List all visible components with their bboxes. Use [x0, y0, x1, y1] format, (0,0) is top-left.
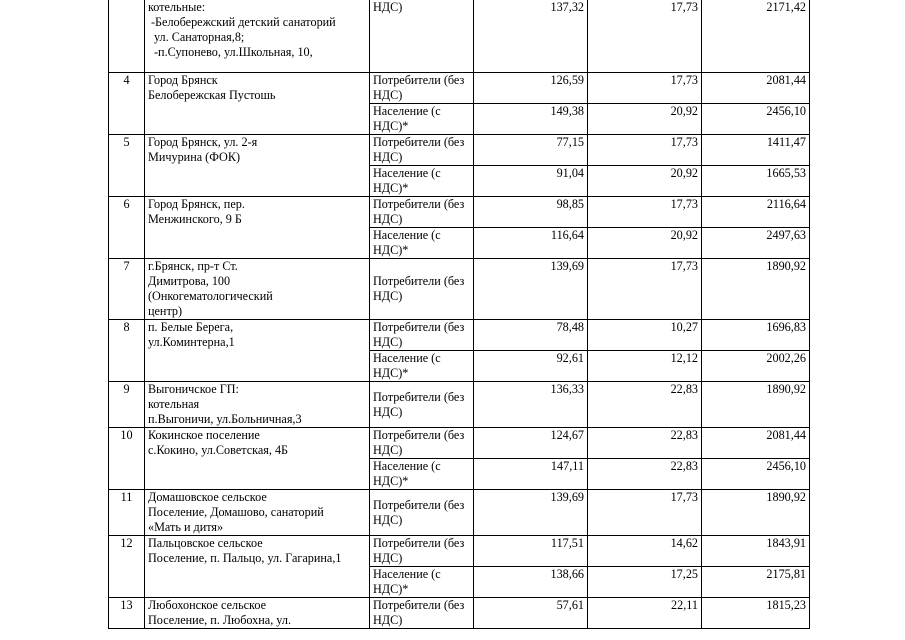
address-line: Поселение, п. Пальцо, ул. Гагарина,1	[148, 551, 342, 565]
table-row	[109, 490, 810, 536]
table-row	[109, 197, 810, 228]
row-number-cell: 9	[109, 382, 145, 428]
rate-value-cell: 17,73	[588, 490, 702, 536]
address-line: Поселение, Домашово, санаторий	[148, 505, 324, 519]
total-value-cell: 1890,92	[702, 490, 810, 536]
rate-value-cell: 20,92	[588, 228, 702, 259]
total-value-cell: 1843,91	[702, 536, 810, 567]
address-line: Мичурина (ФОК)	[148, 150, 241, 164]
row-number-cell: 13	[109, 598, 145, 629]
total-value-cell: 1696,83	[702, 320, 810, 351]
consumer-category-cell: Потребители (без НДС)	[370, 536, 474, 567]
table-row	[109, 320, 810, 351]
row-number-cell: 7	[109, 259, 145, 320]
consumer-category-cell: Потребители (без НДС)	[370, 320, 474, 351]
tariff-value-cell: 126,59	[474, 73, 588, 104]
rate-value-cell: 10,27	[588, 320, 702, 351]
total-value-cell: 2081,44	[702, 73, 810, 104]
address-line: Выгоничское ГП:	[148, 382, 239, 396]
row-number-cell: 10	[109, 428, 145, 490]
address-line: с.Кокино, ул.Советская, 4Б	[148, 443, 289, 457]
tariff-value-cell: 98,85	[474, 197, 588, 228]
address-line: Пальцовское сельское	[148, 536, 263, 550]
address-line: ул.Коминтерна,1	[148, 335, 235, 349]
rate-value-cell: 17,73	[588, 259, 702, 320]
address-cell	[145, 598, 370, 629]
address-cell	[145, 73, 370, 135]
row-number-cell: 6	[109, 197, 145, 259]
total-value-cell: 2175,81	[702, 567, 810, 598]
address-line: котельная	[148, 397, 200, 411]
consumer-category-cell: Население (с НДС)*	[370, 166, 474, 197]
address-line: -Белобережский детский санаторий	[151, 15, 336, 29]
consumer-category-cell: Потребители (без НДС)	[370, 135, 474, 166]
address-cell	[145, 490, 370, 536]
consumer-category-cell: Потребители (без НДС)	[370, 73, 474, 104]
table-row	[109, 0, 810, 73]
rate-value-cell: 20,92	[588, 166, 702, 197]
table-row	[109, 536, 810, 567]
address-cell	[145, 320, 370, 382]
row-number-cell: 8	[109, 320, 145, 382]
total-value-cell: 2456,10	[702, 459, 810, 490]
rate-value-cell: 17,25	[588, 567, 702, 598]
total-value-cell: 2002,26	[702, 351, 810, 382]
rate-value-cell: 22,11	[588, 598, 702, 629]
rate-value-cell: 17,73	[588, 0, 702, 73]
address-line: Менжинского, 9 Б	[148, 212, 242, 226]
address-cell	[145, 259, 370, 320]
table-row	[109, 135, 810, 166]
address-cell	[145, 0, 370, 73]
address-line: -п.Супонево, ул.Школьная, 10,	[154, 45, 313, 59]
total-value-cell: 1411,47	[702, 135, 810, 166]
total-value-cell: 2497,63	[702, 228, 810, 259]
address-cell	[145, 428, 370, 490]
row-number-cell: 5	[109, 135, 145, 197]
rate-value-cell: 17,73	[588, 197, 702, 228]
address-line: Любохонское сельское	[148, 598, 266, 612]
address-line: п.Выгоничи, ул.Больничная,3	[148, 412, 302, 426]
tariff-value-cell: 116,64	[474, 228, 588, 259]
tariff-value-cell: 57,61	[474, 598, 588, 629]
total-value-cell: 2171,42	[702, 0, 810, 73]
total-value-cell: 1890,92	[702, 382, 810, 428]
address-line: Поселение, п. Любохна, ул.	[148, 613, 291, 627]
rate-value-cell: 12,12	[588, 351, 702, 382]
total-value-cell: 2081,44	[702, 428, 810, 459]
tariff-value-cell: 138,66	[474, 567, 588, 598]
rate-value-cell: 22,83	[588, 459, 702, 490]
address-line: «Мать и дитя»	[148, 520, 224, 534]
total-value-cell: 2456,10	[702, 104, 810, 135]
table-row	[109, 382, 810, 428]
row-number-cell: 11	[109, 490, 145, 536]
consumer-category-cell: Потребители (без НДС)	[370, 490, 474, 536]
table-row	[109, 598, 810, 629]
address-line: г.Брянск, пр-т Ст.	[148, 259, 238, 273]
rate-value-cell: 22,83	[588, 382, 702, 428]
tariff-value-cell: 124,67	[474, 428, 588, 459]
address-line: Домашовское сельское	[148, 490, 267, 504]
address-cell	[145, 135, 370, 197]
consumer-category-cell: Потребители (без НДС)	[370, 598, 474, 629]
address-line: Димитрова, 100	[148, 274, 231, 288]
address-line: (Онкогематологический	[148, 289, 273, 303]
table-row	[109, 73, 810, 104]
tariff-value-cell: 139,69	[474, 490, 588, 536]
tariff-value-cell: 137,32	[474, 0, 588, 73]
rate-value-cell: 20,92	[588, 104, 702, 135]
address-cell	[145, 197, 370, 259]
tariff-value-cell: 117,51	[474, 536, 588, 567]
tariff-table-body	[109, 0, 810, 629]
consumer-category-cell: НДС)	[370, 0, 474, 73]
rate-value-cell: 17,73	[588, 135, 702, 166]
rate-value-cell: 22,83	[588, 428, 702, 459]
tariff-value-cell: 77,15	[474, 135, 588, 166]
address-line: центр)	[148, 304, 183, 318]
address-line: п. Белые Берега,	[148, 320, 234, 334]
consumer-category-cell: Население (с НДС)*	[370, 567, 474, 598]
consumer-category-cell: Потребители (без НДС)	[370, 428, 474, 459]
address-line: Город Брянск, пер.	[148, 197, 245, 211]
total-value-cell: 1890,92	[702, 259, 810, 320]
total-value-cell: 1665,53	[702, 166, 810, 197]
address-line: ул. Санаторная,8;	[154, 30, 245, 44]
rate-value-cell: 17,73	[588, 73, 702, 104]
tariff-value-cell: 78,48	[474, 320, 588, 351]
address-line: Город Брянск, ул. 2-я	[148, 135, 258, 149]
row-number-cell	[109, 0, 145, 73]
address-line: Кокинское поселение	[148, 428, 260, 442]
table-row	[109, 259, 810, 320]
address-line: Белобережская Пустошь	[148, 88, 276, 102]
tariff-value-cell: 147,11	[474, 459, 588, 490]
address-cell	[145, 382, 370, 428]
total-value-cell: 2116,64	[702, 197, 810, 228]
consumer-category-cell: Население (с НДС)*	[370, 228, 474, 259]
tariff-table	[108, 0, 810, 629]
consumer-category-cell: Население (с НДС)*	[370, 459, 474, 490]
row-number-cell: 12	[109, 536, 145, 598]
row-number-cell: 4	[109, 73, 145, 135]
address-line: Город Брянск	[148, 73, 218, 87]
consumer-category-cell: Население (с НДС)*	[370, 351, 474, 382]
consumer-category-cell: Потребители (без НДС)	[370, 259, 474, 320]
table-row	[109, 428, 810, 459]
consumer-category-cell: Население (с НДС)*	[370, 104, 474, 135]
tariff-value-cell: 91,04	[474, 166, 588, 197]
consumer-category-cell: Потребители (без НДС)	[370, 382, 474, 428]
rate-value-cell: 14,62	[588, 536, 702, 567]
address-cell	[145, 536, 370, 598]
total-value-cell: 1815,23	[702, 598, 810, 629]
tariff-value-cell: 149,38	[474, 104, 588, 135]
tariff-value-cell: 139,69	[474, 259, 588, 320]
address-line: котельные:	[148, 0, 206, 14]
consumer-category-cell: Потребители (без НДС)	[370, 197, 474, 228]
tariff-value-cell: 136,33	[474, 382, 588, 428]
tariff-value-cell: 92,61	[474, 351, 588, 382]
